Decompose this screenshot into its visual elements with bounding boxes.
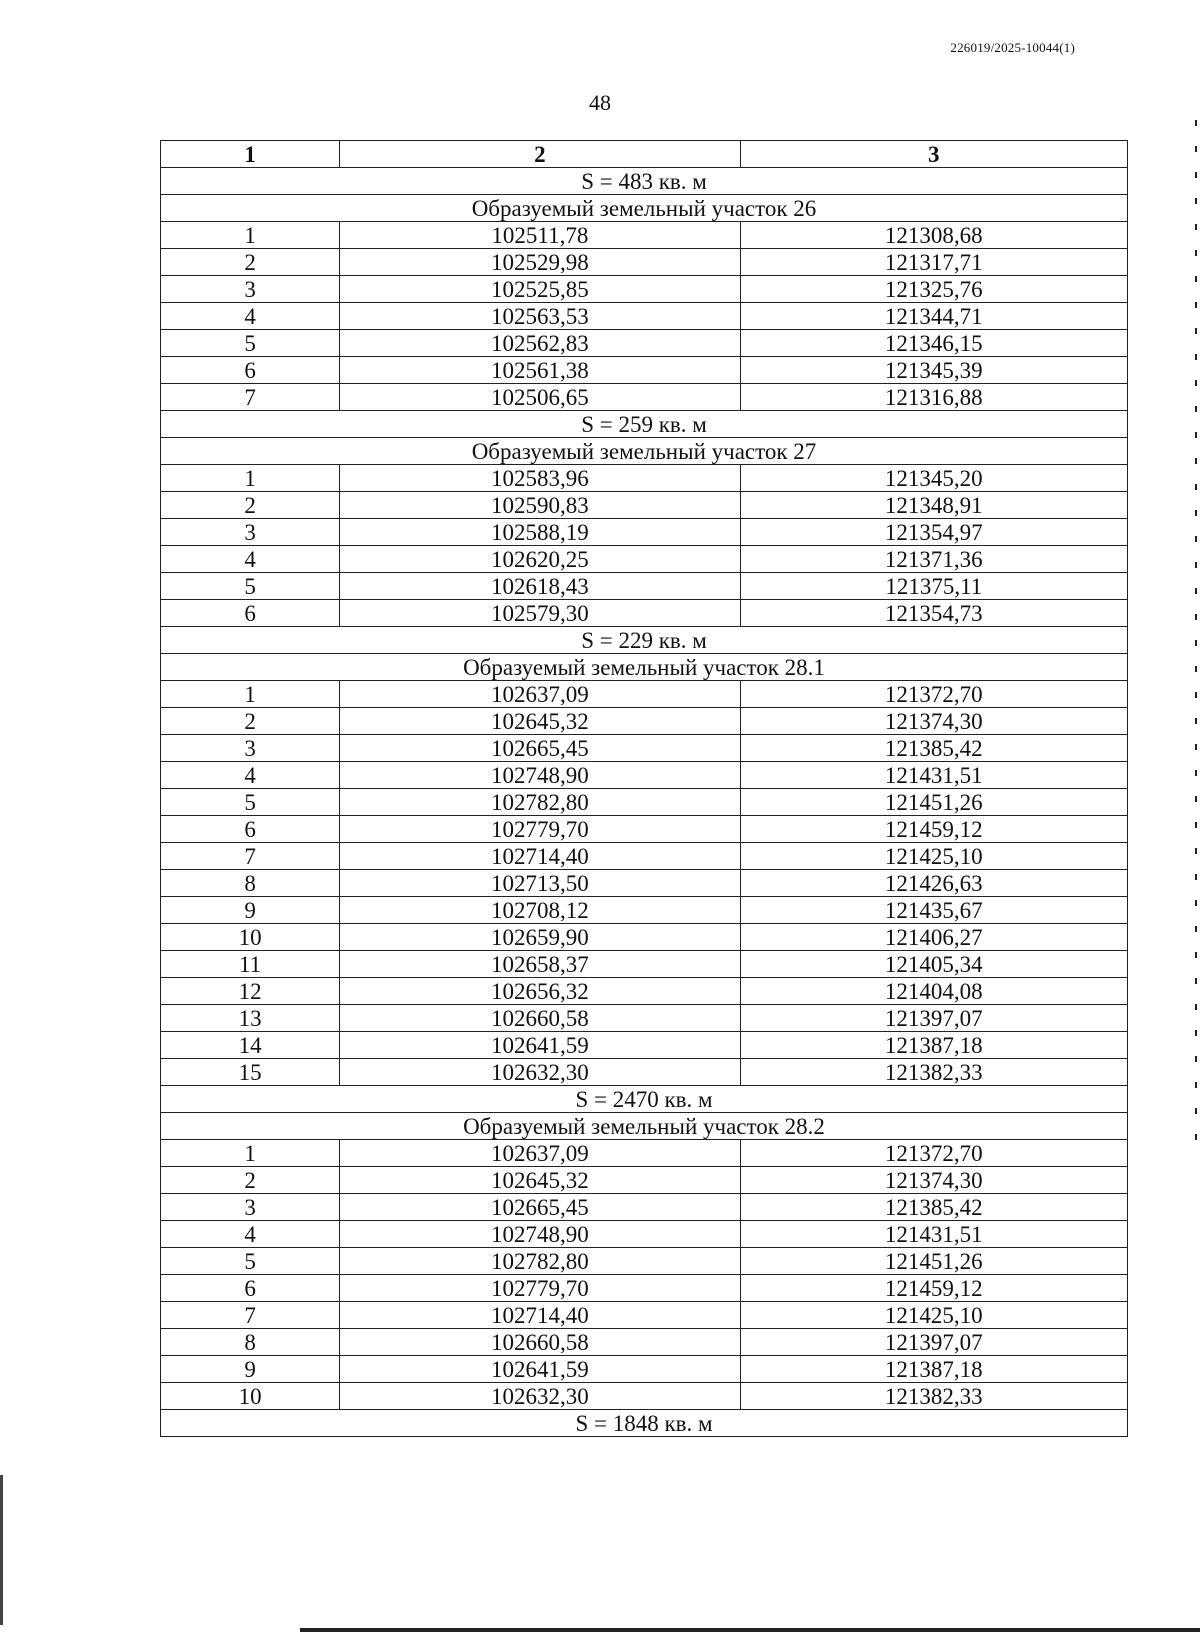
table-row [161, 1059, 1128, 1086]
point-number: 4 [161, 762, 340, 789]
coordinate-y: 121372,70 [740, 1140, 1127, 1167]
point-number: 7 [161, 384, 340, 411]
table-body [161, 168, 1128, 1437]
coordinate-y: 121348,91 [740, 492, 1127, 519]
coordinate-x: 102637,09 [340, 1140, 740, 1167]
coordinate-x: 102665,45 [340, 735, 740, 762]
coordinate-x: 102562,83 [340, 330, 740, 357]
coordinate-x: 102748,90 [340, 1221, 740, 1248]
point-number: 9 [161, 897, 340, 924]
coordinate-y: 121374,30 [740, 1167, 1127, 1194]
coordinate-y: 121374,30 [740, 708, 1127, 735]
plot-title: Образуемый земельный участок 26 [161, 195, 1128, 222]
header-col-1: 1 [161, 141, 340, 168]
coordinate-x: 102525,85 [340, 276, 740, 303]
plot-title: Образуемый земельный участок 27 [161, 438, 1128, 465]
table-row [161, 222, 1128, 249]
coordinate-x: 102782,80 [340, 789, 740, 816]
table-row [161, 1221, 1128, 1248]
table-row [161, 789, 1128, 816]
area-row [161, 627, 1128, 654]
point-number: 11 [161, 951, 340, 978]
scan-edge-bottom [300, 1628, 1200, 1632]
point-number: 3 [161, 519, 340, 546]
table-row [161, 384, 1128, 411]
point-number: 5 [161, 573, 340, 600]
point-number: 6 [161, 1275, 340, 1302]
table-row [161, 708, 1128, 735]
table-row [161, 1275, 1128, 1302]
coordinate-y: 121345,20 [740, 465, 1127, 492]
coordinate-x: 102656,32 [340, 978, 740, 1005]
table-row [161, 924, 1128, 951]
coordinate-y: 121404,08 [740, 978, 1127, 1005]
coordinate-x: 102714,40 [340, 1302, 740, 1329]
document-id: 226019/2025-10044(1) [950, 40, 1075, 55]
table-row [161, 465, 1128, 492]
coordinate-x: 102579,30 [340, 600, 740, 627]
coordinate-x: 102632,30 [340, 1059, 740, 1086]
point-number: 9 [161, 1356, 340, 1383]
point-number: 2 [161, 708, 340, 735]
coordinate-y: 121354,97 [740, 519, 1127, 546]
table-row [161, 573, 1128, 600]
scan-edge-left [0, 1475, 3, 1625]
coordinate-x: 102511,78 [340, 222, 740, 249]
area-row [161, 411, 1128, 438]
coordinate-y: 121451,26 [740, 789, 1127, 816]
area-label: S = 2470 кв. м [161, 1086, 1128, 1113]
point-number: 3 [161, 735, 340, 762]
coordinate-y: 121405,34 [740, 951, 1127, 978]
point-number: 2 [161, 1167, 340, 1194]
plot-title-row [161, 654, 1128, 681]
table-row [161, 978, 1128, 1005]
point-number: 7 [161, 1302, 340, 1329]
coordinates-table [160, 140, 1128, 1437]
area-label: S = 259 кв. м [161, 411, 1128, 438]
point-number: 2 [161, 249, 340, 276]
coordinate-x: 102590,83 [340, 492, 740, 519]
table-row [161, 1194, 1128, 1221]
coordinate-y: 121431,51 [740, 1221, 1127, 1248]
point-number: 13 [161, 1005, 340, 1032]
coordinate-x: 102618,43 [340, 573, 740, 600]
table-row [161, 681, 1128, 708]
point-number: 3 [161, 276, 340, 303]
coordinate-x: 102641,59 [340, 1356, 740, 1383]
page-number: 48 [589, 90, 611, 115]
coordinate-y: 121431,51 [740, 762, 1127, 789]
table-row [161, 357, 1128, 384]
point-number: 8 [161, 870, 340, 897]
point-number: 5 [161, 330, 340, 357]
point-number: 10 [161, 924, 340, 951]
coordinate-x: 102714,40 [340, 843, 740, 870]
area-row [161, 168, 1128, 195]
coordinate-x: 102645,32 [340, 708, 740, 735]
area-row [161, 1086, 1128, 1113]
coordinate-y: 121406,27 [740, 924, 1127, 951]
point-number: 6 [161, 816, 340, 843]
table-row [161, 843, 1128, 870]
plot-title: Образуемый земельный участок 28.1 [161, 654, 1128, 681]
coordinate-y: 121308,68 [740, 222, 1127, 249]
table-row [161, 1032, 1128, 1059]
point-number: 4 [161, 546, 340, 573]
coordinate-x: 102588,19 [340, 519, 740, 546]
point-number: 1 [161, 681, 340, 708]
coordinate-y: 121435,67 [740, 897, 1127, 924]
plot-title: Образуемый земельный участок 28.2 [161, 1113, 1128, 1140]
coordinate-x: 102713,50 [340, 870, 740, 897]
coordinate-x: 102641,59 [340, 1032, 740, 1059]
point-number: 5 [161, 1248, 340, 1275]
coordinate-x: 102659,90 [340, 924, 740, 951]
table-header-row [161, 141, 1128, 168]
plot-title-row [161, 1113, 1128, 1140]
table-row [161, 546, 1128, 573]
coordinate-x: 102506,65 [340, 384, 740, 411]
area-label: S = 483 кв. м [161, 168, 1128, 195]
table-row [161, 1005, 1128, 1032]
coordinate-y: 121382,33 [740, 1383, 1127, 1410]
coordinate-y: 121375,11 [740, 573, 1127, 600]
table-row [161, 897, 1128, 924]
coordinate-y: 121344,71 [740, 303, 1127, 330]
coordinate-x: 102583,96 [340, 465, 740, 492]
coordinate-x: 102529,98 [340, 249, 740, 276]
table-row [161, 816, 1128, 843]
point-number: 6 [161, 357, 340, 384]
table-row [161, 1302, 1128, 1329]
table-row [161, 519, 1128, 546]
coordinate-x: 102779,70 [340, 1275, 740, 1302]
table-row [161, 951, 1128, 978]
coordinate-y: 121372,70 [740, 681, 1127, 708]
table-row [161, 1167, 1128, 1194]
table-row [161, 303, 1128, 330]
area-label: S = 1848 кв. м [161, 1410, 1128, 1437]
table-row [161, 762, 1128, 789]
coordinate-y: 121385,42 [740, 1194, 1127, 1221]
coordinate-y: 121459,12 [740, 816, 1127, 843]
table-row [161, 330, 1128, 357]
coordinate-y: 121459,12 [740, 1275, 1127, 1302]
point-number: 15 [161, 1059, 340, 1086]
coordinate-y: 121425,10 [740, 843, 1127, 870]
point-number: 3 [161, 1194, 340, 1221]
coordinate-x: 102660,58 [340, 1329, 740, 1356]
coordinate-x: 102632,30 [340, 1383, 740, 1410]
plot-title-row [161, 195, 1128, 222]
coordinate-x: 102708,12 [340, 897, 740, 924]
point-number: 1 [161, 1140, 340, 1167]
point-number: 7 [161, 843, 340, 870]
coordinate-y: 121385,42 [740, 735, 1127, 762]
table-row [161, 492, 1128, 519]
coordinate-y: 121387,18 [740, 1356, 1127, 1383]
coordinate-y: 121425,10 [740, 1302, 1127, 1329]
coordinate-x: 102748,90 [340, 762, 740, 789]
area-label: S = 229 кв. м [161, 627, 1128, 654]
point-number: 2 [161, 492, 340, 519]
point-number: 10 [161, 1383, 340, 1410]
coordinate-y: 121426,63 [740, 870, 1127, 897]
table-row [161, 249, 1128, 276]
table-row [161, 600, 1128, 627]
table-row [161, 1329, 1128, 1356]
coordinate-x: 102779,70 [340, 816, 740, 843]
coordinate-y: 121316,88 [740, 384, 1127, 411]
coordinate-x: 102782,80 [340, 1248, 740, 1275]
coordinate-x: 102563,53 [340, 303, 740, 330]
table-row [161, 1248, 1128, 1275]
plot-title-row [161, 438, 1128, 465]
coordinate-y: 121354,73 [740, 600, 1127, 627]
coordinate-x: 102660,58 [340, 1005, 740, 1032]
coordinate-y: 121382,33 [740, 1059, 1127, 1086]
coordinate-x: 102665,45 [340, 1194, 740, 1221]
coordinate-y: 121371,36 [740, 546, 1127, 573]
table-row [161, 1383, 1128, 1410]
area-row [161, 1410, 1128, 1437]
coordinate-y: 121451,26 [740, 1248, 1127, 1275]
point-number: 6 [161, 600, 340, 627]
point-number: 1 [161, 465, 340, 492]
table-row [161, 1356, 1128, 1383]
point-number: 4 [161, 303, 340, 330]
point-number: 4 [161, 1221, 340, 1248]
coordinate-y: 121397,07 [740, 1329, 1127, 1356]
table-row [161, 870, 1128, 897]
scan-edge-right [1195, 120, 1197, 1160]
coordinate-x: 102561,38 [340, 357, 740, 384]
table-row [161, 735, 1128, 762]
point-number: 8 [161, 1329, 340, 1356]
coordinate-x: 102658,37 [340, 951, 740, 978]
point-number: 14 [161, 1032, 340, 1059]
header-col-2: 2 [340, 141, 740, 168]
point-number: 5 [161, 789, 340, 816]
coordinate-x: 102620,25 [340, 546, 740, 573]
table-row [161, 1140, 1128, 1167]
point-number: 1 [161, 222, 340, 249]
coordinate-y: 121325,76 [740, 276, 1127, 303]
coordinate-x: 102645,32 [340, 1167, 740, 1194]
coordinate-y: 121345,39 [740, 357, 1127, 384]
coordinate-y: 121387,18 [740, 1032, 1127, 1059]
coordinate-y: 121317,71 [740, 249, 1127, 276]
coordinate-y: 121397,07 [740, 1005, 1127, 1032]
coordinate-x: 102637,09 [340, 681, 740, 708]
header-col-3: 3 [740, 141, 1127, 168]
point-number: 12 [161, 978, 340, 1005]
table-row [161, 276, 1128, 303]
coordinate-y: 121346,15 [740, 330, 1127, 357]
